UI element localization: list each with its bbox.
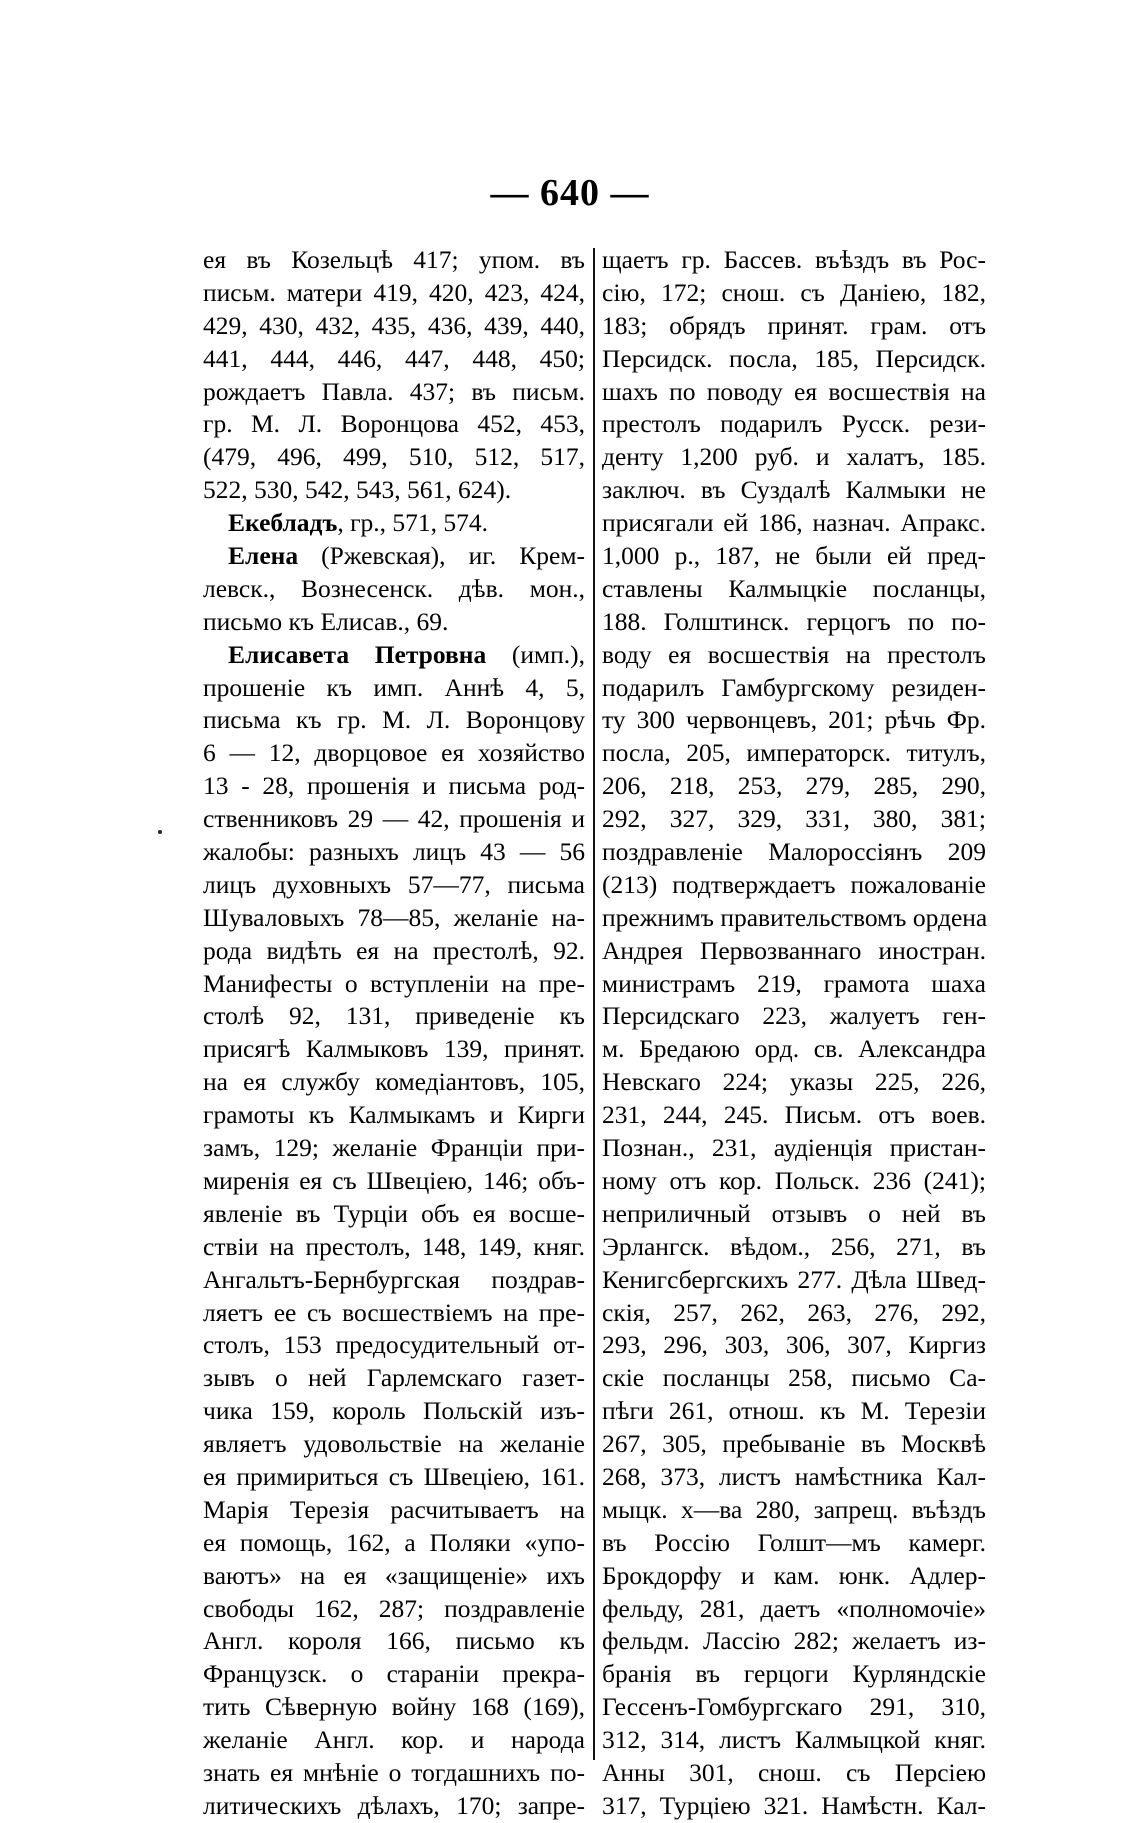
line-text: столъ, 153 предосудительный от- xyxy=(203,1330,585,1360)
line-text: Ангальтъ-Бернбургская поздрав- xyxy=(203,1264,585,1294)
text-line xyxy=(203,1198,585,1231)
text-line xyxy=(203,1362,585,1395)
line-text: Кенигсбергскихъ 277. Дѣла Швед- xyxy=(602,1264,986,1294)
line-text: неприличный отзывъ о ней въ xyxy=(602,1198,986,1228)
line-text: присягѣ Калмыковъ 139, принят. xyxy=(203,1034,585,1064)
line-text: престолъ подарилъ Русск. рези- xyxy=(602,409,986,439)
line-text: Персидск. посла, 185, Персидск. xyxy=(602,343,986,373)
line-text: ваютъ» на ея «защищеніе» ихъ xyxy=(203,1560,585,1590)
line-text: скія, 257, 262, 263, 276, 292, xyxy=(602,1297,986,1327)
line-text: 522, 530, 542, 543, 561, 624). xyxy=(203,475,512,505)
line-text: грамоты къ Калмыкамъ и Кирги xyxy=(203,1100,585,1130)
text-line xyxy=(602,540,986,573)
line-text: зывъ о ней Гарлемскаго газет- xyxy=(203,1363,585,1393)
line-text: ствіи на престолъ, 148, 149, княг. xyxy=(203,1231,585,1261)
text-line xyxy=(602,441,986,474)
text-line xyxy=(602,1757,986,1790)
text-line xyxy=(602,1264,986,1297)
line-text: ея въ Козельцѣ 417; упом. въ xyxy=(203,245,585,274)
text-line xyxy=(203,639,585,672)
text-line xyxy=(602,1691,986,1724)
text-line xyxy=(602,1790,986,1823)
line-text: знать ея мнѣніе о тогдашнихъ по- xyxy=(203,1757,585,1787)
text-line xyxy=(203,343,585,376)
text-line xyxy=(602,408,986,441)
text-line xyxy=(203,737,585,770)
text-line xyxy=(203,672,585,705)
line-text: тить Сѣверную войну 168 (169), xyxy=(203,1692,585,1722)
text-line xyxy=(203,803,585,836)
text-line xyxy=(602,376,986,409)
line-text: Французск. о стараніи прекра- xyxy=(203,1659,585,1689)
text-line xyxy=(602,573,986,606)
line-text: бранія въ герцоги Курляндскіе xyxy=(602,1659,986,1689)
text-line xyxy=(602,1527,986,1560)
line-text: 429, 430, 432, 435, 436, 439, 440, xyxy=(203,310,585,340)
line-text: 206, 218, 253, 279, 285, 290, xyxy=(602,771,986,801)
text-line xyxy=(602,343,986,376)
text-line xyxy=(602,704,986,737)
line-text: Англ. короля 166, письмо къ xyxy=(203,1626,585,1656)
text-line xyxy=(602,1329,986,1362)
text-line xyxy=(602,672,986,705)
text-line xyxy=(203,277,585,310)
line-text: ея примириться съ Швеціею, 161. xyxy=(203,1461,585,1491)
entry-headword: Елисавета Петровна xyxy=(228,639,487,669)
line-text: поздравленіе Малороссіянъ 209 xyxy=(602,837,986,867)
line-text: пѣги 261, отнош. къ М. Терезіи xyxy=(602,1396,986,1426)
line-text: подарилъ Гамбургскому резиден- xyxy=(602,672,986,702)
line-text: министрамъ 219, грамота шаха xyxy=(602,968,986,998)
text-line xyxy=(203,1066,585,1099)
line-text: литическихъ дѣлахъ, 170; запре- xyxy=(203,1790,585,1820)
line-text: 312, 314, листъ Калмыцкой княг. xyxy=(602,1725,986,1755)
text-line xyxy=(602,1494,986,1527)
line-text: 317, Турціею 321. Намѣстн. Кал- xyxy=(602,1790,986,1820)
line-text: (213) подтверждаетъ пожалованіе xyxy=(602,869,986,899)
text-line xyxy=(602,836,986,869)
line-text: фельдм. Лассію 282; желаетъ из- xyxy=(602,1626,986,1656)
text-line xyxy=(203,968,585,1001)
line-text: письма къ гр. М. Л. Воронцову xyxy=(203,705,585,735)
line-text: сію, 172; снош. съ Даніею, 182, xyxy=(602,277,986,307)
text-line xyxy=(602,1198,986,1231)
line-text: Андрея Первозваннаго иностран. xyxy=(602,935,986,965)
line-text: явленіе въ Турціи объ ея восше- xyxy=(203,1198,585,1228)
text-line xyxy=(203,1165,585,1198)
text-line xyxy=(602,1461,986,1494)
line-text: 6 — 12, дворцовое ея хозяйство xyxy=(203,738,585,768)
line-text: 268, 373, листъ намѣстника Кал- xyxy=(602,1461,986,1491)
line-text: скіе посланцы 258, письмо Са- xyxy=(602,1363,986,1393)
text-line xyxy=(602,1593,986,1626)
line-text: ляетъ ее съ восшествіемъ на пре- xyxy=(203,1297,585,1327)
line-text: ственниковъ 29 — 42, прошенія и xyxy=(203,804,585,834)
line-text: 267, 305, пребываніе въ Москвѣ xyxy=(602,1429,986,1459)
line-text: 1,000 р., 187, не были ей пред- xyxy=(602,541,986,571)
text-line xyxy=(203,1329,585,1362)
text-line xyxy=(203,441,585,474)
text-line xyxy=(203,1033,585,1066)
line-text: Эрлангск. вѣдом., 256, 271, въ xyxy=(602,1231,986,1261)
line-text: Невскаго 224; указы 225, 226, xyxy=(602,1067,986,1097)
line-text: на ея службу комедіантовъ, 105, xyxy=(203,1067,585,1097)
entry-headword: Екебладъ xyxy=(228,508,338,538)
line-text: 292, 327, 329, 331, 380, 381; xyxy=(602,804,986,834)
text-line xyxy=(203,1691,585,1724)
text-line xyxy=(602,606,986,639)
line-text: фельду, 281, даетъ «полномочіе» xyxy=(602,1593,986,1623)
line-text: (имп.), xyxy=(486,639,585,669)
text-line xyxy=(602,1000,986,1033)
line-text: 13 - 28, прошенія и письма род- xyxy=(203,771,585,801)
text-line xyxy=(602,968,986,1001)
line-text: Анны 301, снош. съ Персіею xyxy=(602,1757,986,1787)
text-line xyxy=(203,1132,585,1165)
text-line xyxy=(203,1560,585,1593)
text-line xyxy=(602,244,986,277)
text-line xyxy=(602,1362,986,1395)
line-text: въ Россію Голшт—мъ камерг. xyxy=(602,1527,986,1557)
line-text: Персидскаго 223, жалуетъ ген- xyxy=(602,1001,986,1031)
text-line xyxy=(602,1625,986,1658)
text-line xyxy=(203,1625,585,1658)
text-line xyxy=(203,1428,585,1461)
text-line xyxy=(602,474,986,507)
line-text: ставлены Калмыцкіе посланцы, xyxy=(602,573,986,603)
text-line xyxy=(203,869,585,902)
text-line xyxy=(203,770,585,803)
text-line xyxy=(203,836,585,869)
text-line xyxy=(602,770,986,803)
text-line xyxy=(203,244,585,277)
entry-headword: Елена xyxy=(228,541,299,571)
line-text: столѣ 92, 131, приведеніе къ xyxy=(203,1001,585,1031)
text-line xyxy=(203,704,585,737)
line-text: 231, 244, 245. Письм. отъ воев. xyxy=(602,1100,986,1130)
stray-ink-dot xyxy=(158,830,162,834)
text-line xyxy=(203,1527,585,1560)
line-text: (479, 496, 499, 510, 512, 517, xyxy=(203,442,585,472)
text-line xyxy=(203,1494,585,1527)
line-text: чика 159, король Польскій изъ- xyxy=(203,1396,585,1426)
line-text: м. Бредаюю орд. св. Александра xyxy=(602,1034,986,1064)
line-text: прошеніе къ имп. Аннѣ 4, 5, xyxy=(203,672,585,702)
text-line xyxy=(203,1264,585,1297)
line-text: заключ. въ Суздалѣ Калмыки не xyxy=(602,475,986,505)
line-text: рождаетъ Павла. 437; въ письм. xyxy=(203,376,585,406)
text-line xyxy=(203,606,585,639)
text-line xyxy=(602,935,986,968)
text-line xyxy=(203,573,585,606)
text-line xyxy=(203,1790,585,1823)
line-text: щаетъ гр. Бассев. въѣздъ въ Рос- xyxy=(602,245,986,274)
text-line xyxy=(602,1297,986,1330)
line-text: рода видѣть ея на престолѣ, 92. xyxy=(203,935,585,965)
line-text: мыцк. х—ва 280, запрещ. въѣздъ xyxy=(602,1494,986,1524)
text-line xyxy=(602,310,986,343)
text-line xyxy=(203,1231,585,1264)
line-text: воду ея восшествія на престолъ xyxy=(602,639,986,669)
text-line xyxy=(203,310,585,343)
text-line xyxy=(602,1724,986,1757)
text-line xyxy=(602,1560,986,1593)
text-line xyxy=(602,639,986,672)
text-line xyxy=(203,1658,585,1691)
line-text: ея помощь, 162, а Поляки «упо- xyxy=(203,1527,585,1557)
line-text: миренія ея съ Швеціею, 146; объ- xyxy=(203,1165,585,1195)
line-text: присягали ей 186, назнач. Апракс. xyxy=(602,508,986,538)
text-line xyxy=(602,507,986,540)
line-text: Гессенъ-Гомбургскаго 291, 310, xyxy=(602,1692,986,1722)
text-line xyxy=(203,376,585,409)
line-text: желаніе Англ. кор. и народа xyxy=(203,1725,585,1755)
text-line xyxy=(602,737,986,770)
text-line xyxy=(203,1724,585,1757)
text-line xyxy=(203,902,585,935)
line-text: 293, 296, 303, 306, 307, Киргиз xyxy=(602,1330,986,1360)
line-text: Марія Терезія расчитываетъ на xyxy=(203,1494,585,1524)
line-text: свободы 162, 287; поздравленіе xyxy=(203,1593,585,1623)
text-line xyxy=(203,474,585,507)
text-line xyxy=(602,1428,986,1461)
left-column xyxy=(203,244,585,1823)
text-line xyxy=(602,803,986,836)
right-column xyxy=(602,244,986,1823)
line-text: лицъ духовныхъ 57—77, письма xyxy=(203,869,585,899)
line-text: являетъ удовольствіе на желаніе xyxy=(203,1429,585,1459)
text-line xyxy=(602,1165,986,1198)
text-line xyxy=(203,1461,585,1494)
line-text: 441, 444, 446, 447, 448, 450; xyxy=(203,343,585,373)
text-line xyxy=(203,1757,585,1790)
column-divider xyxy=(593,248,595,1760)
line-text: денту 1,200 руб. и халатъ, 185. xyxy=(602,442,986,472)
line-text: гр. М. Л. Воронцова 452, 453, xyxy=(203,409,585,439)
text-line xyxy=(203,507,585,540)
text-line xyxy=(602,1231,986,1264)
line-text: жалобы: разныхъ лицъ 43 — 56 xyxy=(203,837,585,867)
line-text: Манифесты о вступленіи на пре- xyxy=(203,968,585,998)
text-line xyxy=(602,1658,986,1691)
text-line xyxy=(602,277,986,310)
text-line xyxy=(602,1395,986,1428)
line-text: 188. Голштинск. герцогъ по по- xyxy=(602,606,986,636)
line-text: 183; обрядъ принят. грам. отъ xyxy=(602,310,986,340)
text-line xyxy=(602,1132,986,1165)
text-line xyxy=(602,902,986,935)
line-text: замъ, 129; желаніе Франціи при- xyxy=(203,1133,585,1163)
page-number: — 640 — xyxy=(490,172,650,214)
text-line xyxy=(602,869,986,902)
line-text: Брокдорфу и кам. юнк. Адлер- xyxy=(602,1560,986,1590)
text-line xyxy=(203,1395,585,1428)
text-line xyxy=(602,1066,986,1099)
line-text: Шуваловыхъ 78—85, желаніе на- xyxy=(203,902,585,932)
line-text: левск., Вознесенск. дѣв. мон., xyxy=(203,573,585,603)
text-line xyxy=(203,540,585,573)
text-line xyxy=(203,1000,585,1033)
text-line xyxy=(203,1099,585,1132)
text-line xyxy=(203,1297,585,1330)
line-text: посла, 205, императорск. титулъ, xyxy=(602,738,986,768)
text-line xyxy=(203,1593,585,1626)
line-text: письм. матери 419, 420, 423, 424, xyxy=(203,277,585,307)
line-text: прежнимъ правительствомъ ордена xyxy=(602,902,988,932)
line-text: , гр., 571, 574. xyxy=(337,508,489,538)
line-text: шахъ по поводу ея восшествія на xyxy=(602,376,986,406)
line-text: ному отъ кор. Польск. 236 (241); xyxy=(602,1165,986,1195)
line-text: Познан., 231, аудіенція пристан- xyxy=(602,1133,986,1163)
line-text: (Ржевская), иг. Крем- xyxy=(298,541,585,571)
line-text: ту 300 червонцевъ, 201; рѣчь Фр. xyxy=(602,705,986,735)
text-line xyxy=(203,408,585,441)
text-line xyxy=(602,1099,986,1132)
line-text: письмо къ Елисав., 69. xyxy=(203,606,449,636)
text-line xyxy=(203,935,585,968)
text-line xyxy=(602,1033,986,1066)
